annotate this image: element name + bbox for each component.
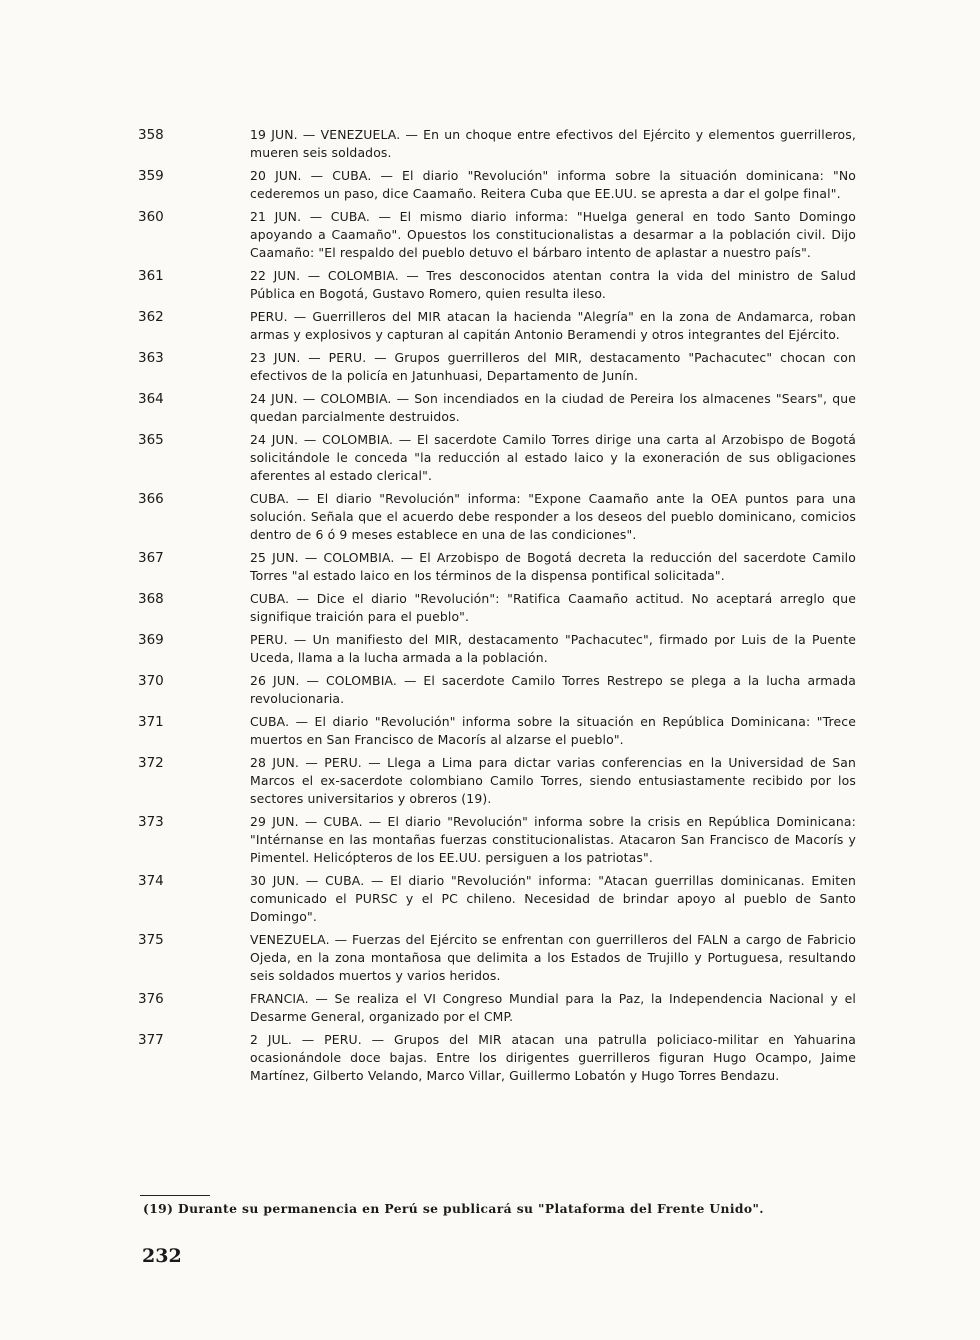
- entry-number: 372: [138, 755, 164, 771]
- list-item: [138, 167, 856, 203]
- entry-text: 29 JUN. — CUBA. — El diario "Revolución" informa sobre la crisis en República Dominicana: "Intérnanse en las montañas fuerzas constitucionalistas. Atacaron San Francisco de Macorís y Pimentel. Helicópteros de los EE.UU. persiguen a los patriotas".: [250, 814, 856, 865]
- entry-text: CUBA. — Dice el diario "Revolución": "Ratifica Caamaño actitud. No aceptará arreglo que signifique traición para el pueblo".: [250, 591, 856, 624]
- list-item: [138, 931, 856, 985]
- entry-number: 375: [138, 932, 164, 948]
- entry-text: 26 JUN. — COLOMBIA. — El sacerdote Camilo Torres Restrepo se plega a la lucha armada revolucionaria.: [250, 673, 856, 706]
- list-item: [138, 267, 856, 303]
- entry-text: PERU. — Guerrilleros del MIR atacan la hacienda "Alegría" en la zona de Andamarca, roban armas y explosivos y capturan al capitán Antonio Beramendi y otros integrantes del Ejército.: [250, 309, 856, 342]
- entry-number: 363: [138, 350, 164, 366]
- entry-text-with-note: [250, 754, 856, 808]
- entry-number: 358: [138, 127, 164, 143]
- entry-text: 24 JUN. — COLOMBIA. — Son incendiados en la ciudad de Pereira los almacenes "Sears", que quedan parcialmente destruidos.: [250, 391, 856, 424]
- entry-text: 20 JUN. — CUBA. — El diario "Revolución" informa sobre la situación dominicana: "No cederemos un paso, dice Caamaño. Reitera Cuba que EE.UU. se apresta a dar el golpe final".: [250, 168, 856, 201]
- footnote: (19) Durante su permanencia en Perú se publicará su "Plataforma del Frente Unido".: [143, 1201, 764, 1216]
- entry-text: VENEZUELA. — Fuerzas del Ejército se enfrentan con guerrilleros del FALN a cargo de Fabricio Ojeda, en la zona montañosa que delimita a los Estados de Trujillo y Portuguesa, resultando seis soldados muertos y varios heridos.: [250, 932, 856, 983]
- entry-text: 28 JUN. — PERU. — Llega a Lima para dictar varias conferencias en la Universidad de San Marcos el ex-sacerdote colombiano Camilo Torres, siendo entusiastamente recibido por los sectores universitarios y obreros: [250, 755, 856, 806]
- entry-number: 366: [138, 491, 164, 507]
- entry-number: 377: [138, 1032, 164, 1048]
- list-item: [138, 208, 856, 262]
- entry-number: 360: [138, 209, 164, 225]
- list-item: [138, 308, 856, 344]
- list-item: [138, 631, 856, 667]
- list-item: [138, 390, 856, 426]
- entry-number: 371: [138, 714, 164, 730]
- list-item: [138, 872, 856, 926]
- entry-text: 22 JUN. — COLOMBIA. — Tres desconocidos atentan contra la vida del ministro de Salud Pública en Bogotá, Gustavo Romero, quien resulta ileso.: [250, 268, 856, 301]
- entry-number: 374: [138, 873, 164, 889]
- list-item: [138, 431, 856, 485]
- entry-number: 365: [138, 432, 164, 448]
- entry-text: 30 JUN. — CUBA. — El diario "Revolución" informa: "Atacan guerrillas dominicanas. Emiten comunicado el PURSC y el PC chileno. Necesidad de brindar apoyo al pueblo de Santo Domingo".: [250, 873, 856, 924]
- entry-text: CUBA. — El diario "Revolución" informa: "Expone Caamaño ante la OEA puntos para una solución. Señala que el acuerdo debe responder a los deseos del pueblo dominicano, comicios dentro de 6 ó 9 meses establece en una de las condiciones".: [250, 491, 856, 542]
- list-item: [138, 126, 856, 162]
- entry-text: PERU. — Un manifiesto del MIR, destacamento "Pachacutec", firmado por Luis de la Puente Uceda, llama a la lucha armada a la población.: [250, 632, 856, 665]
- chronology-list: [138, 126, 856, 1090]
- list-item: [138, 754, 856, 808]
- entry-number: 362: [138, 309, 164, 325]
- entry-text: 21 JUN. — CUBA. — El mismo diario informa: "Huelga general en todo Santo Domingo apoyando a Caamaño". Opuestos los constitucionalistas a desarmar a la población civil. Dijo Caamaño: "El respaldo del pueblo detuvo el bárbaro intento de aplastar a nuestro país".: [250, 209, 856, 260]
- entry-text: 19 JUN. — VENEZUELA. — En un choque entre efectivos del Ejército y elementos guerrilleros, mueren seis soldados.: [250, 127, 856, 160]
- entry-number: 368: [138, 591, 164, 607]
- list-item: [138, 549, 856, 585]
- list-item: [138, 349, 856, 385]
- entry-number: 364: [138, 391, 164, 407]
- entry-text: 2 JUL. — PERU. — Grupos del MIR atacan una patrulla policiaco-militar en Yahuarina ocasionándole doce bajas. Entre los dirigentes guerrilleros figuran Hugo Ocampo, Jaime Martínez, Gilberto Velando, Marco Villar, Guillermo Lobatón y Hugo Torres Bendazu.: [250, 1032, 856, 1083]
- entry-text: 23 JUN. — PERU. — Grupos guerrilleros del MIR, destacamento "Pachacutec" chocan con efectivos de la policía en Jatunhuasi, Departamento de Junín.: [250, 350, 856, 383]
- list-item: [138, 990, 856, 1026]
- list-item: [138, 590, 856, 626]
- entry-text: CUBA. — El diario "Revolución" informa sobre la situación en República Dominicana: "Trece muertos en San Francisco de Macorís al alzarse el pueblo".: [250, 714, 856, 747]
- list-item: [138, 713, 856, 749]
- entry-text: FRANCIA. — Se realiza el VI Congreso Mundial para la Paz, la Independencia Nacional y el Desarme General, organizado por el CMP.: [250, 991, 856, 1024]
- entry-number: 376: [138, 991, 164, 1007]
- entry-number: 373: [138, 814, 164, 830]
- entry-text: 24 JUN. — COLOMBIA. — El sacerdote Camilo Torres dirige una carta al Arzobispo de Bogotá solicitándole le conceda "la reducción al estado laico y la exoneración de sus obligaciones aferentes al estado clerical".: [250, 432, 856, 483]
- footnote-divider: [140, 1195, 210, 1196]
- list-item: [138, 672, 856, 708]
- entry-number: 359: [138, 168, 164, 184]
- entry-number: 367: [138, 550, 164, 566]
- entry-text: 25 JUN. — COLOMBIA. — El Arzobispo de Bogotá decreta la reducción del sacerdote Camilo Torres "al estado laico en los términos de la dispensa pontifical solicitada".: [250, 550, 856, 583]
- page-number: 232: [142, 1245, 182, 1267]
- entry-number: 370: [138, 673, 164, 689]
- entry-number: 369: [138, 632, 164, 648]
- footnote-reference: (19).: [461, 791, 492, 806]
- list-item: [138, 813, 856, 867]
- list-item: [138, 490, 856, 544]
- list-item: [138, 1031, 856, 1085]
- entry-number: 361: [138, 268, 164, 284]
